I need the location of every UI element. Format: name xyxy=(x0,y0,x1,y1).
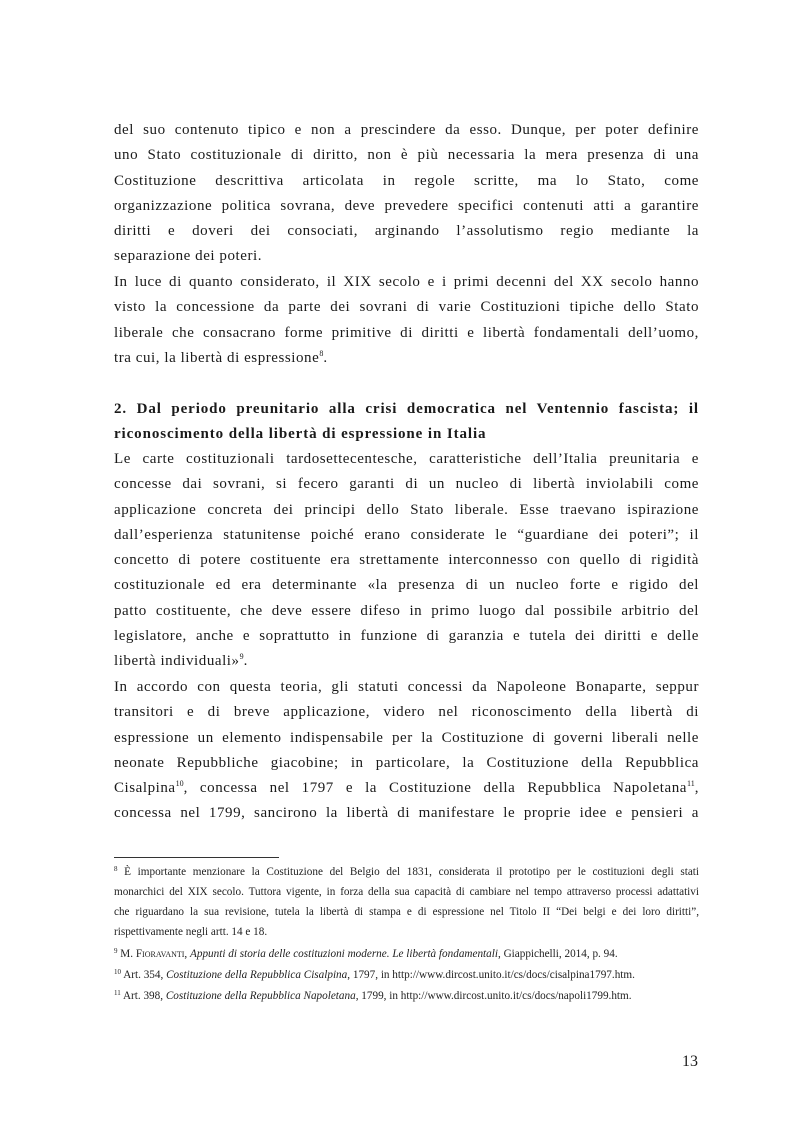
footnote-number: 9 xyxy=(114,947,118,955)
text-fragment: È importante menzionare la Costituzione del Belgio del 1831, considerata il prototipo per le costituzioni degli stati xyxy=(124,866,699,878)
footnote-title: Costituzione della Repubblica Cisalpina xyxy=(166,969,348,981)
text-fragment: tra cui, la libertà di espressione xyxy=(114,349,320,366)
text-line: dall’esperienza statunitense poiché erano considerate le “guardiane dei poteri”; il xyxy=(114,526,699,543)
footnote-number: 11 xyxy=(114,989,121,997)
footnote-ref-11[interactable]: 11 xyxy=(686,779,695,789)
text-line xyxy=(114,346,699,371)
text-fragment: Art. 398, xyxy=(122,990,164,1002)
footnote-link[interactable]: , 1797, in http://www.dircost.unito.it/cs/docs/cisalpina1797.htm. xyxy=(347,969,635,981)
text-fragment: , xyxy=(694,780,699,797)
text-line: del suo contenuto tipico e non a prescindere da esso. Dunque, per poter definire xyxy=(114,122,699,138)
footnote-number: 8 xyxy=(114,865,118,873)
footnote-line xyxy=(114,944,699,964)
text-line: patto costituente, che deve essere difeso in primo luogo dal possibile arbitrio del xyxy=(114,602,699,619)
paragraph-2 xyxy=(114,270,699,371)
text-line: neonate Repubbliche giacobine; in particolare, la Costituzione della Repubblica xyxy=(114,754,699,771)
text-line: diritti e doveri dei consociati, arginando l’assolutismo regio mediante la xyxy=(114,223,699,240)
footnote-separator xyxy=(114,857,279,858)
text-line: applicazione concreta dei principi dello Stato liberale. Esse traevano ispirazione xyxy=(114,501,699,518)
footnote-author: M. Fioravanti, xyxy=(120,948,188,960)
heading-line: riconoscimento della libertà di espressione in Italia xyxy=(114,426,487,443)
paragraph-1 xyxy=(114,118,699,270)
footnote-11 xyxy=(114,986,699,1006)
text-fragment: . xyxy=(243,653,248,670)
text-line: transitori e di breve applicazione, videro nel riconoscimento della libertà di xyxy=(114,704,699,721)
section-heading xyxy=(114,397,699,448)
footnote-9 xyxy=(114,944,699,964)
footnote-10 xyxy=(114,965,699,985)
footnote-ref-10[interactable]: 10 xyxy=(175,779,184,789)
text-fragment: libertà individuali» xyxy=(114,653,240,670)
text-line: liberale che consacrano forme primitive di diritti e libertà fondamentali dell’uomo, xyxy=(114,324,699,341)
text-line: concetto di potere costituente era strettamente interconnesso con quello di rigidità xyxy=(114,552,699,569)
footnote-line xyxy=(114,862,699,882)
text-line: costituzionale ed era determinante «la presenza di un nucleo forte e rigido del xyxy=(114,577,699,594)
text-line: Le carte costituzionali tardosettecentesche, caratteristiche dell’Italia preunitaria e xyxy=(114,451,699,467)
text-line xyxy=(114,776,699,801)
text-fragment: . xyxy=(323,349,328,366)
footnote-line: monarchici del XIX secolo. Tuttora vigente, in forza della sua capacità di cambiare nel tempo attraverso processi adattativi xyxy=(114,886,699,898)
paragraph-4 xyxy=(114,675,699,827)
text-fragment: Cisalpina xyxy=(114,780,176,797)
footnote-ref-9[interactable]: 9 xyxy=(239,652,244,662)
text-line: concesse dai sovrani, si fecero garanti di un nucleo di libertà inviolabili come xyxy=(114,476,699,493)
heading-line: 2. Dal periodo preunitario alla crisi democratica nel Ventennio fascista; il xyxy=(114,401,699,417)
text-line: In luce di quanto considerato, il XIX secolo e i primi decenni del XX secolo hanno xyxy=(114,274,699,290)
footnote-line xyxy=(114,986,699,1006)
footnote-8 xyxy=(114,862,699,942)
text-fragment: Art. 354, xyxy=(123,969,164,981)
text-line: espressione un elemento indispensabile per la Costituzione di governi liberali nelle xyxy=(114,729,699,746)
footnote-line: che riguardano la sua revisione, tutela la libertà di stampa e di espressione nel Titolo II “Dei belgi e dei loro diritti”, xyxy=(114,906,699,918)
footnote-line xyxy=(114,965,699,985)
text-fragment: , Giappichelli, 2014, p. 94. xyxy=(497,948,618,960)
text-line: In accordo con questa teoria, gli statuti concessi da Napoleone Bonaparte, seppur xyxy=(114,679,699,695)
text-line: legislatore, anche e soprattutto in funzione di garanzia e tutela dei diritti e delle xyxy=(114,628,699,645)
text-line: concessa nel 1799, sancirono la libertà di manifestare le proprie idee e pensieri a xyxy=(114,805,699,822)
text-line: uno Stato costituzionale di diritto, non è più necessaria la mera presenza di una xyxy=(114,147,699,164)
text-line: separazione dei poteri. xyxy=(114,248,263,265)
text-line xyxy=(114,649,699,674)
footnote-ref-8[interactable]: 8 xyxy=(319,348,324,358)
text-fragment: , concessa nel 1797 e la Costituzione della Repubblica Napoletana xyxy=(183,780,687,797)
footnote-link[interactable]: , 1799, in http://www.dircost.unito.it/cs/docs/napoli1799.htm. xyxy=(355,990,632,1002)
text-line: Costituzione descrittiva articolata in regole scritte, ma lo Stato, come xyxy=(114,172,699,189)
footnote-title: Appunti di storia delle costituzioni moderne. Le libertà fondamentali xyxy=(190,948,498,960)
footnote-number: 10 xyxy=(114,968,121,976)
paragraph-3 xyxy=(114,447,699,675)
text-line: organizzazione politica sovrana, deve prevedere specifici contenuti atti a garantire xyxy=(114,197,699,214)
text-line: visto la concessione da parte dei sovrani di varie Costituzioni tipiche dello Stato xyxy=(114,299,699,316)
page-number: 13 xyxy=(682,1053,698,1070)
footnote-title: Costituzione della Repubblica Napoletana xyxy=(165,990,356,1002)
footnote-line: rispettivamente negli artt. 14 e 18. xyxy=(114,926,268,938)
